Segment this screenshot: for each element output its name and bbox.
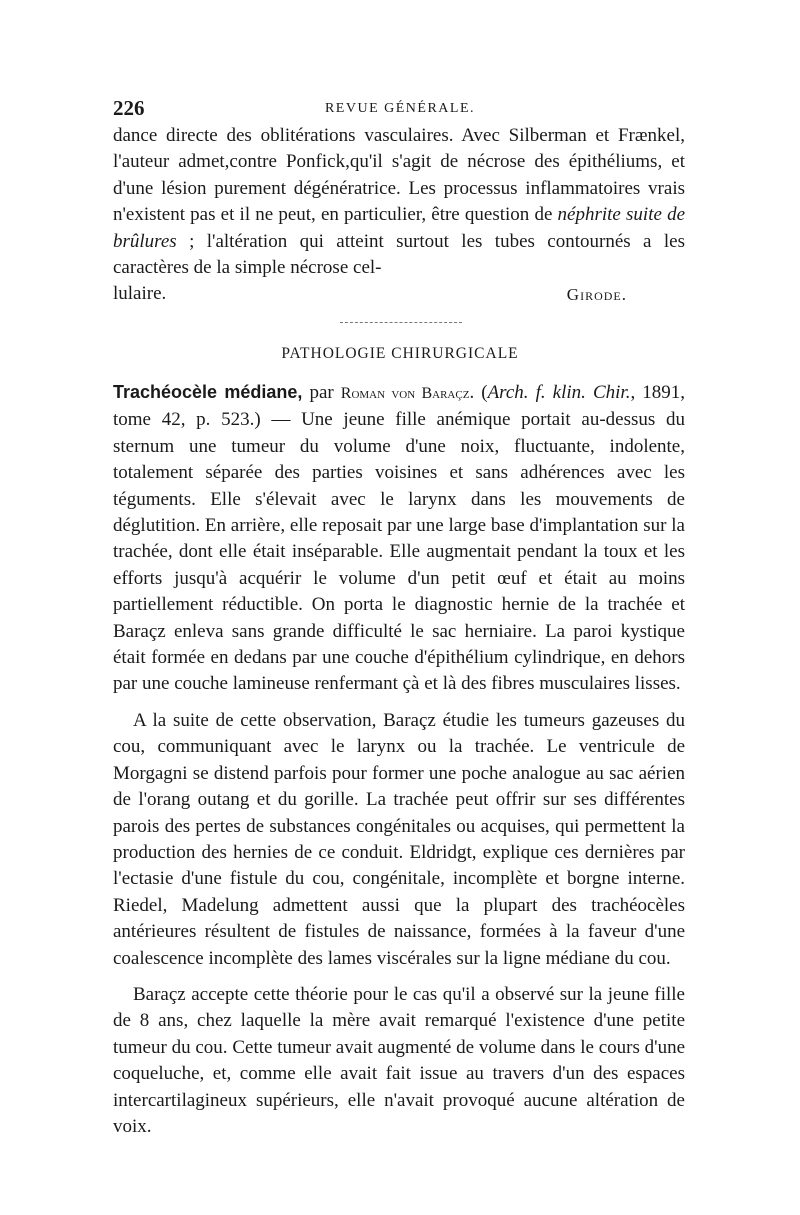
journal-name: Arch. f. klin. Chir.	[487, 382, 631, 403]
article-first-paragraph	[113, 379, 685, 698]
previous-article-ending	[113, 123, 685, 307]
page-number: 226	[113, 96, 145, 120]
article-title: Trachéocèle médiane,	[113, 382, 303, 402]
running-title: REVUE GÉNÉRALE.	[324, 101, 476, 116]
paragraph-1-text: Une jeune fille anémique portait au-dessus du sternum une tumeur du volume d'une noix, fluctuante, indolente, totalement séparée des parties voisines et sans adhérences avec les téguments. Elle s'élevait avec le larynx dans les mouvements de déglutition. En arrière, elle reposait par une large base d'implantation sur la trachée, dont elle était inséparable. Elle augmentait pendant la toux et les efforts jusqu'à acquérir le volume d'un petit œuf et était au moins partiellement réductible. On porta le diagnostic hernie de la trachée et Baraçz enleva sans grande difficulté le sac herniaire. La paroi kystique était formée en dedans par une couche d'épithélium cylindrique, en dehors par une couche lamineuse renfermant çà et là des fibres musculaires lisses.	[113, 409, 685, 695]
previous-article-last-word: lulaire.	[113, 283, 167, 305]
section-title: PATHOLOGIE CHIRURGICALE	[281, 345, 519, 362]
article-third-paragraph	[113, 982, 685, 1140]
reference-rest: , 1891, tome 42, p. 523.) —	[113, 382, 686, 431]
reference-open: . (	[469, 382, 488, 403]
article-by: par	[302, 382, 341, 403]
previous-article-text: dance directe des oblitérations vasculaires. Avec Silberman et Frænkel, l'auteur admet,contre Ponfick,qu'il s'agit de nécrose des épithéliums, et d'une lésion purement dégénératrice. Les processus inflammatoires vrais n'existent pas et il ne peut, en particulier, être question de	[113, 125, 685, 226]
signature-line	[113, 281, 685, 307]
running-head	[113, 96, 687, 120]
paragraph-3-text: Baraçz accepte cette théorie pour le cas qu'il a observé sur la jeune fille de 8 ans, chez laquelle la mère avait remarqué l'existence d'une petite tumeur du cou. Cette tumeur avait augmenté de volume dans le cours d'une coqueluche, et, comme elle avait fait issue au travers d'un des espaces intercartilagineux supérieurs, elle n'avait provoqué aucune altération de voix.	[113, 984, 685, 1138]
previous-article-text-after: ; l'altération qui atteint surtout les tubes contournés a les caractères de la simple nécrose cel-	[113, 230, 685, 279]
author-signature: Girode.	[566, 285, 627, 305]
previous-article-paragraph	[113, 123, 685, 281]
article-author: Roman von Baraçz	[340, 385, 470, 402]
italic-phrase: néphrite suite de brûlures	[113, 204, 686, 252]
paragraph-2-text: A la suite de cette observation, Baraçz étudie les tumeurs gazeuses du cou, communiquant avec le larynx ou la trachée. Le ventricule de Morgagni se distend parfois pour former une poche analogue au sac aérien de l'orang outang et du gorille. La trachée peut offrir sur ses différentes parois des pertes de substances congénitales ou acquises, qui permettent la production des hernies de ce conduit. Eldridgt, explique ces dernières par l'ectasie d'une fistule du cou, congénitale, incomplète et borgne interne. Riedel, Madelung admettent aussi que la plupart des trachéocèles antérieures résultent de fistules de naissance, formées à la faveur d'une coalescence incomplète des lames viscérales sur la ligne médiane du cou.	[113, 710, 685, 969]
article-second-paragraph	[113, 708, 685, 972]
article-paragraph-1	[113, 379, 685, 698]
section-divider	[340, 322, 462, 323]
